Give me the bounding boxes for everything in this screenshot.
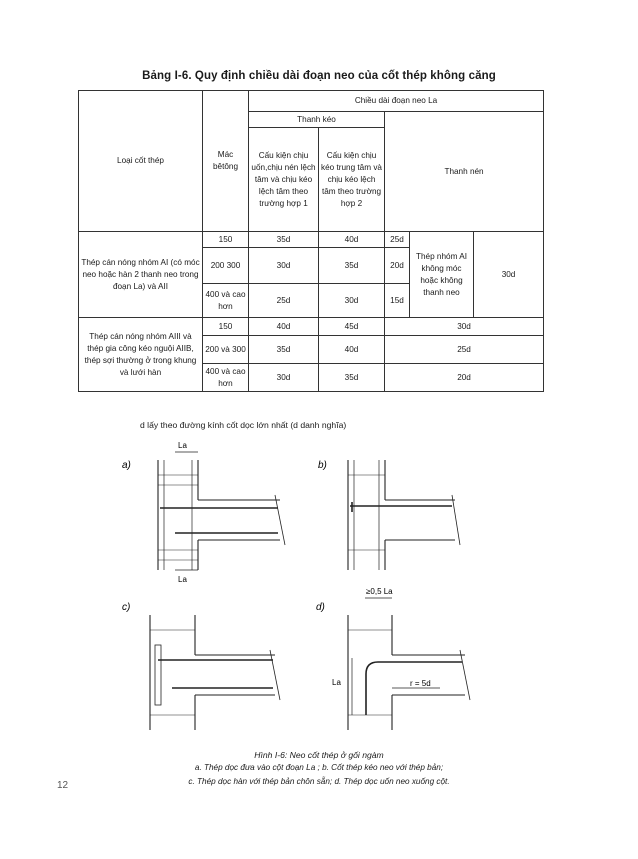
g2r1-v3: 30d [385, 318, 544, 336]
g1-ai-value: 30d [474, 232, 544, 318]
header-th1: Cấu kiện chịu uốn,chịu nén lệch tâm và chịu kéo lệch tâm theo trường hợp 1 [249, 128, 319, 232]
figure-b-drawing [348, 460, 460, 570]
half-la-label: ≥0,5 La [366, 587, 393, 596]
g1-ai-note: Thép nhóm AI không móc hoặc không thanh neo [410, 232, 474, 318]
g1r2-v2: 35d [319, 248, 385, 284]
header-loai: Loại cốt thép [79, 91, 203, 232]
g2r3-v1: 30d [249, 364, 319, 392]
g2r1-mac: 150 [203, 318, 249, 336]
anchorage-figures [0, 430, 638, 750]
figure-d-drawing [348, 598, 470, 730]
g1r1-mac: 150 [203, 232, 249, 248]
label-c: c) [122, 602, 131, 613]
page-number: 12 [57, 780, 69, 791]
g2r2-v2: 40d [319, 336, 385, 364]
g2r2-mac: 200 và 300 [203, 336, 249, 364]
header-thanh-nen: Thanh nén [385, 112, 544, 232]
g1r1-v2: 40d [319, 232, 385, 248]
g2r3-v2: 35d [319, 364, 385, 392]
table-title: Bảng I-6. Quy định chiều dài đoạn neo của cốt thép không căng [142, 70, 496, 82]
table-note: d lấy theo đường kính cốt dọc lớn nhất (d danh nghĩa) [140, 420, 347, 430]
label-b: b) [318, 460, 327, 471]
g2r1-v1: 40d [249, 318, 319, 336]
figure-caption-line3: c. Thép dọc hàn với thép bản chôn sẵn; d. Thép dọc uốn neo xuống cột. [188, 777, 450, 786]
header-mac: Mác bêtông [203, 91, 249, 232]
la-label-d: La [332, 678, 341, 687]
g1r2-mac: 200 300 [203, 248, 249, 284]
g2r1-v2: 45d [319, 318, 385, 336]
label-a: a) [122, 460, 131, 471]
g1r3-mac: 400 và cao hơn [203, 284, 249, 318]
radius-label: r = 5d [410, 679, 431, 688]
g2r3-mac: 400 và cao hơn [203, 364, 249, 392]
header-chieu-dai: Chiều dài đoạn neo La [249, 91, 544, 112]
g2r2-v1: 35d [249, 336, 319, 364]
figure-c-drawing [150, 615, 280, 730]
g1r2-v1: 30d [249, 248, 319, 284]
group2-label: Thép cán nóng nhóm AIII và thép gia công kéo nguội AIIB, thép sợi thường ở trong khung và lưới hàn [79, 318, 203, 392]
g1r3-v3: 15d [385, 284, 410, 318]
g2r2-v3: 25d [385, 336, 544, 364]
figure-caption-title: Hình I-6: Neo cốt thép ở gối ngàm [254, 750, 384, 760]
figure-caption-line2: a. Thép dọc đưa vào cột đoạn La ; b. Cốt thép kéo neo với thép bản; [194, 763, 444, 772]
g2r3-v3: 20d [385, 364, 544, 392]
group1-label: Thép cán nóng nhóm AI (có móc neo hoặc hàn 2 thanh neo trong đoạn La) và AII [79, 232, 203, 318]
g1r3-v2: 30d [319, 284, 385, 318]
la-label-top: La [178, 441, 187, 450]
header-thanh-keo: Thanh kéo [249, 112, 385, 128]
g1r2-v3: 20d [385, 248, 410, 284]
la-label-bottom: La [178, 575, 187, 584]
label-d: d) [316, 602, 325, 613]
anchorage-table [78, 90, 544, 392]
figure-a-drawing [158, 452, 285, 570]
header-th2: Cấu kiện chịu kéo trung tâm và chịu kéo lệch tâm theo trường hợp 2 [319, 128, 385, 232]
g1r3-v1: 25d [249, 284, 319, 318]
g1r1-v3: 25d [385, 232, 410, 248]
g1r1-v1: 35d [249, 232, 319, 248]
